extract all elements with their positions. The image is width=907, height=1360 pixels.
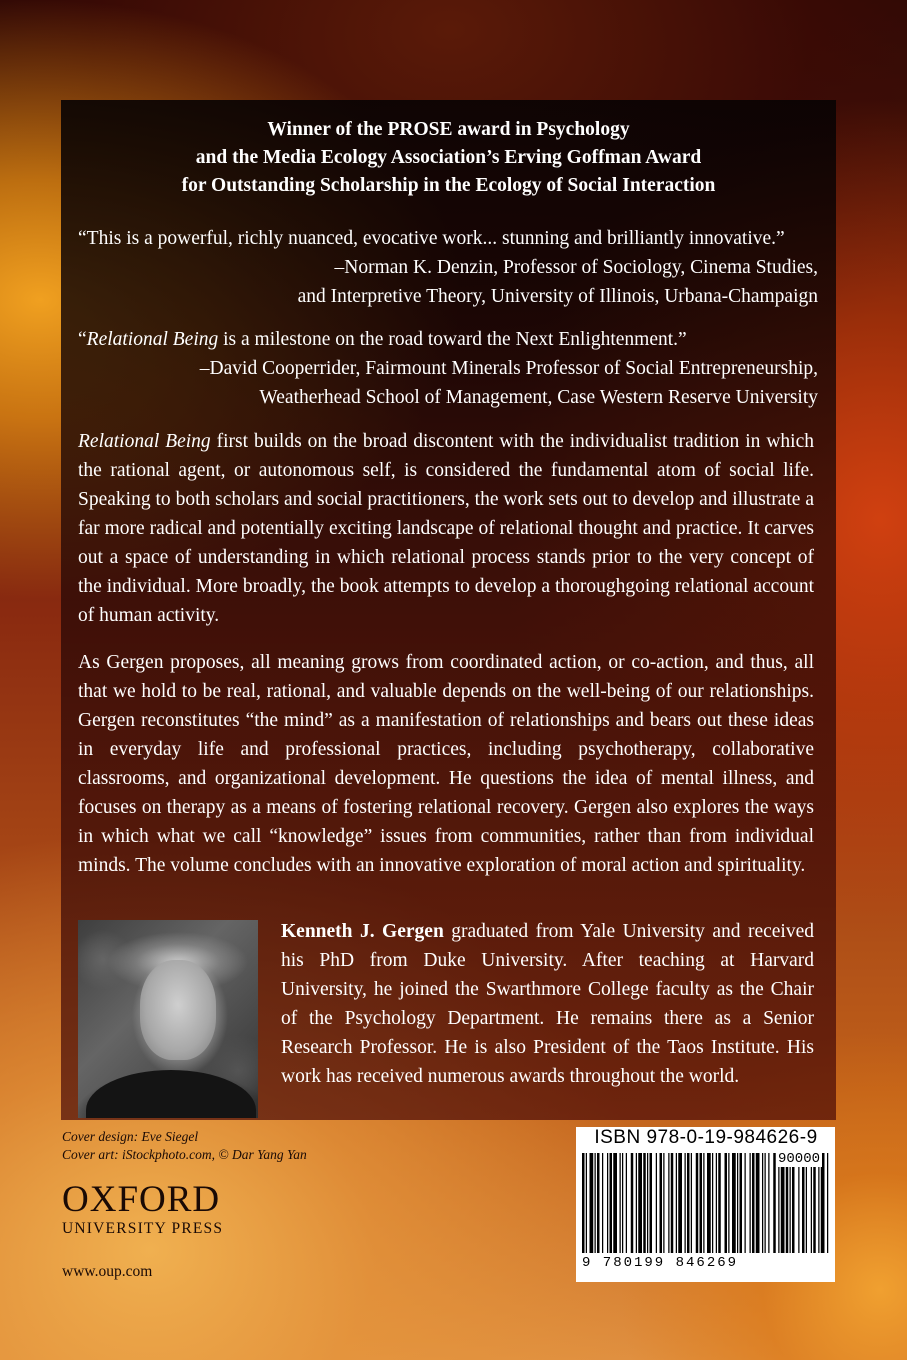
quote-attribution: –David Cooperrider, Fairmount Minerals Professor of Social Entrepreneurship, <box>199 358 818 379</box>
barcode-bar <box>792 1153 795 1253</box>
description-paragraph-2: As Gergen proposes, all meaning grows from coordinated action, or co-action, and thus, all that we hold to be real, rational, and valuable depends on the well-being of our relationships. Gergen reconstitutes “the mind” as a manifestation of relationships and bears out these ideas in everyday life and professional practices, including psychotherapy, collaborative classrooms, and organizational development. He questions the idea of mental illness, and focuses on therapy as a means of fostering relational recovery. Gergen also explores the ways in which what we call “knowledge” issues from communities, rather than from individual minds. The volume concludes with an innovative exploration of moral action and spirituality. <box>78 652 814 876</box>
barcode-bar <box>745 1153 746 1253</box>
barcode-bars <box>580 1153 832 1263</box>
barcode-bar <box>732 1153 736 1253</box>
cover-credits <box>62 1128 307 1164</box>
barcode-bar <box>821 1153 825 1253</box>
award-line: Winner of the PROSE award in Psychology <box>267 119 630 140</box>
barcode-bar <box>798 1153 799 1253</box>
barcode-bar <box>660 1153 663 1253</box>
barcode-bar <box>610 1153 613 1253</box>
quote-denzin <box>78 224 818 311</box>
barcode-bar <box>813 1153 816 1253</box>
publisher-name: OXFORD <box>62 1179 221 1220</box>
cover-design-credit: Cover design: Eve Siegel <box>62 1129 199 1144</box>
barcode-bar <box>778 1153 779 1253</box>
barcode-bar <box>740 1153 743 1253</box>
barcode-bar <box>631 1153 634 1253</box>
author-photo <box>78 920 258 1118</box>
barcode-bar <box>750 1153 751 1253</box>
barcode-bar <box>752 1153 755 1253</box>
author-bio: Kenneth J. Gergen graduated from Yale University and received his PhD from Duke University. After teaching at Harvard University, he joined the Swarthmore College faculty as the Chair of the Psychology Department. He remains there as a Senior Research Professor. He is also President of the Taos Institute. His work has received numerous awards throughout the world. <box>281 921 814 1087</box>
barcode-bar <box>765 1153 766 1253</box>
quote-cooperrider <box>78 325 818 412</box>
quote-text: “Relational Being is a milestone on the road toward the Next Enlightenment.” <box>78 329 687 350</box>
barcode-bar <box>602 1153 603 1253</box>
cover-art-credit: Cover art: iStockphoto.com, © Dar Yang Yan <box>62 1147 307 1162</box>
barcode-bar <box>806 1153 807 1253</box>
barcode-bar <box>687 1153 690 1253</box>
barcode-bar <box>707 1153 711 1253</box>
barcode-bar <box>586 1153 587 1253</box>
publisher-logo <box>62 1180 223 1238</box>
price-code: 90000 <box>778 1151 821 1167</box>
book-title: Relational Being <box>78 431 211 452</box>
barcode-bar <box>725 1153 728 1253</box>
barcode-bar <box>620 1153 621 1253</box>
barcode-bar <box>700 1153 703 1253</box>
barcode-bar <box>607 1153 608 1253</box>
barcode-bar <box>663 1153 664 1253</box>
quote-attribution: Weatherhead School of Management, Case Western Reserve University <box>259 387 818 408</box>
barcode-bar <box>676 1153 677 1253</box>
barcode-bar <box>671 1153 674 1253</box>
award-heading <box>61 116 836 200</box>
award-line: for Outstanding Scholarship in the Ecology of Social Interaction <box>181 175 716 196</box>
barcode-bar <box>773 1153 776 1253</box>
barcode-bar <box>737 1153 738 1253</box>
barcode-bar <box>728 1153 729 1253</box>
barcode-bar <box>790 1153 791 1253</box>
barcode-bar <box>656 1153 657 1253</box>
book-title: Relational Being <box>86 329 219 350</box>
description-paragraph-1: Relational Being first builds on the broad discontent with the individualist tradition in which the rational agent, or autonomous self, is considered the fundamental atom of social life. Speaking to both scholars and social practitioners, the work sets out to develop and illustrate a far more radical and potentially exciting landscape of relational thought and practice. It carves out a space of understanding in which relational process stands prior to the very concept of the individual. More broadly, the book attempts to develop a thoroughgoing relational account of human activity. <box>78 431 814 626</box>
award-line: and the Media Ecology Association’s Erving Goffman Award <box>195 147 702 168</box>
barcode-bar <box>781 1153 785 1253</box>
barcode-bar <box>595 1153 596 1253</box>
barcode-bar <box>582 1153 585 1253</box>
barcode-bar <box>762 1153 763 1253</box>
barcode-bar <box>638 1153 642 1253</box>
barcode-bar <box>703 1153 704 1253</box>
barcode-bar <box>827 1153 828 1253</box>
barcode-bar <box>613 1153 617 1253</box>
quote-text: “This is a powerful, richly nuanced, evocative work... stunning and brilliantly innovative.” <box>78 228 785 249</box>
barcode-bar <box>818 1153 819 1253</box>
barcode <box>576 1127 835 1282</box>
barcode-bar <box>696 1153 699 1253</box>
barcode-bar <box>622 1153 623 1253</box>
quote-attribution: –Norman K. Denzin, Professor of Sociology, Cinema Studies, <box>334 257 818 278</box>
barcode-bar <box>786 1153 789 1253</box>
barcode-bar <box>691 1153 692 1253</box>
publisher-subtitle: UNIVERSITY PRESS <box>62 1220 224 1237</box>
isbn-label: ISBN 978-0-19-984626-9 <box>594 1127 818 1148</box>
barcode-bar <box>712 1153 713 1253</box>
barcode-bar <box>716 1153 717 1253</box>
barcode-bar <box>636 1153 637 1253</box>
barcode-digits: 9 780199 846269 <box>582 1255 832 1271</box>
publisher-url[interactable]: www.oup.com <box>62 1263 153 1280</box>
barcode-bar <box>668 1153 669 1253</box>
barcode-bar <box>685 1153 686 1253</box>
barcode-bar <box>647 1153 648 1253</box>
barcode-bar <box>643 1153 646 1253</box>
barcode-bar <box>597 1153 600 1253</box>
barcode-bar <box>678 1153 682 1253</box>
quote-attribution: and Interpretive Theory, University of Illinois, Urbana-Champaign <box>297 286 818 307</box>
barcode-bar <box>802 1153 805 1253</box>
barcode-bar <box>768 1153 769 1253</box>
author-name: Kenneth J. Gergen <box>281 921 444 942</box>
barcode-bar <box>756 1153 760 1253</box>
barcode-bar <box>626 1153 627 1253</box>
barcode-bar <box>650 1153 653 1253</box>
barcode-bar <box>811 1153 812 1253</box>
barcode-bar <box>718 1153 721 1253</box>
barcode-bar <box>590 1153 594 1253</box>
